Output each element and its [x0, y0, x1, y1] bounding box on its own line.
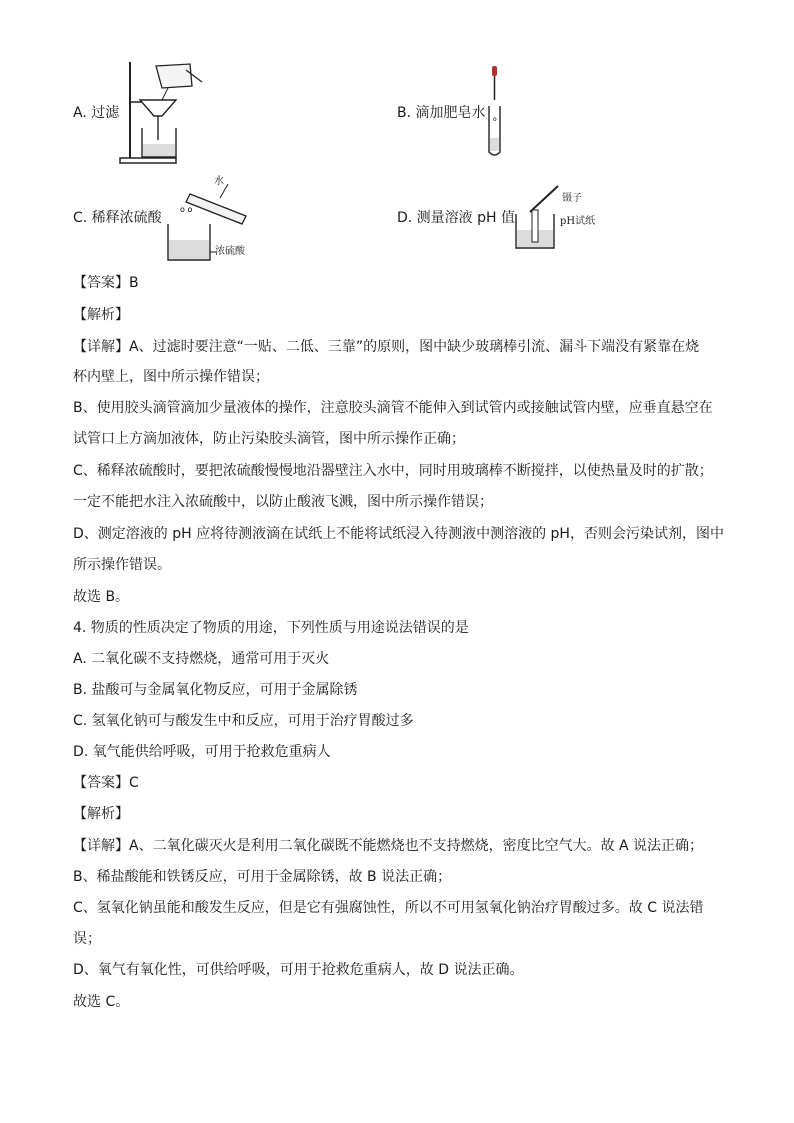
svg-text:o o: o o — [180, 205, 193, 214]
option-d-label: D. 测量溶液 pH 值 — [397, 210, 515, 226]
q4-line-2: B、稀盐酸能和铁锈反应，可用于金属除锈，故 B 说法正确； — [73, 869, 452, 885]
q4-line-4: 误； — [73, 931, 101, 947]
q3-line-4: 试管口上方滴加液体，防止污染胶头滴管，图中所示操作正确； — [73, 431, 465, 447]
filtration-figure — [118, 60, 208, 166]
q3-line-7: D、测定溶液的 pH 应将待测液滴在试纸上不能将试纸浸入待测液中测溶液的 pH，否则会污染试剂，图中 — [73, 526, 724, 542]
q4-analysis-heading: 【解析】 — [73, 806, 129, 822]
q3-answer: 【答案】B — [73, 275, 139, 291]
option-c-label: C. 稀释浓硫酸 — [73, 210, 162, 226]
conc-acid-label: 浓硫酸 — [215, 246, 245, 257]
q4-line-1: 【详解】A、二氧化碳灭火是利用二氧化碳既不能燃烧也不支持燃烧，密度比空气大。故 A 说法正确； — [73, 838, 704, 854]
q3-line-1: 【详解】A、过滤时要注意“一贴、二低、三靠”的原则，图中缺少玻璃棒引流、漏斗下端没有紧靠在烧 — [73, 339, 700, 355]
dropper-figure — [485, 66, 505, 158]
q4-stem: 4. 物质的性质决定了物质的用途，下列性质与用途说法错误的是 — [73, 620, 469, 636]
q4-line-5: D、氧气有氧化性，可供给呼吸，可用于抢救危重病人，故 D 说法正确。 — [73, 962, 524, 978]
q3-line-3: B、使用胶头滴管滴加少量液体的操作，注意胶头滴管不能伸入到试管内或接触试管内壁，应垂直悬空在 — [73, 400, 713, 416]
tweezers-label: 镊子 — [562, 193, 582, 204]
q3-line-9: 故选 B。 — [73, 589, 130, 605]
q3-line-6: 一定不能把水注入浓硫酸中，以防止酸液飞溅，图中所示操作错误； — [73, 494, 493, 510]
q4-line-6: 故选 C。 — [73, 994, 130, 1010]
q4-option-c: C. 氢氧化钠可与酸发生中和反应，可用于治疗胃酸过多 — [73, 713, 414, 729]
q3-analysis-heading: 【解析】 — [73, 307, 129, 323]
water-label: 水 — [214, 176, 224, 187]
ph-paper-label: pH试纸 — [560, 216, 596, 227]
q3-line-2: 杯内壁上，图中所示操作错误； — [73, 369, 269, 385]
q4-line-3: C、氢氧化钠虽能和酸发生反应，但是它有强腐蚀性，所以不可用氢氧化钠治疗胃酸过多。故 C 说法错 — [73, 900, 704, 916]
q3-line-8: 所示操作错误。 — [73, 557, 171, 573]
option-a-label: A. 过滤 — [73, 105, 120, 121]
q4-answer: 【答案】C — [73, 775, 139, 791]
q4-option-a: A. 二氧化碳不支持燃烧，通常可用于灭火 — [73, 651, 330, 667]
q4-option-d: D. 氧气能供给呼吸，可用于抢救危重病人 — [73, 744, 331, 760]
svg-text:o: o — [493, 116, 497, 123]
option-b-label: B. 滴加肥皂水 — [397, 105, 486, 121]
q3-line-5: C、稀释浓硫酸时，要把浓硫酸慢慢地沿器壁注入水中，同时用玻璃棒不断搅拌，以使热量及时的扩散； — [73, 463, 713, 479]
q4-option-b: B. 盐酸可与金属氧化物反应，可用于金属除锈 — [73, 682, 358, 698]
